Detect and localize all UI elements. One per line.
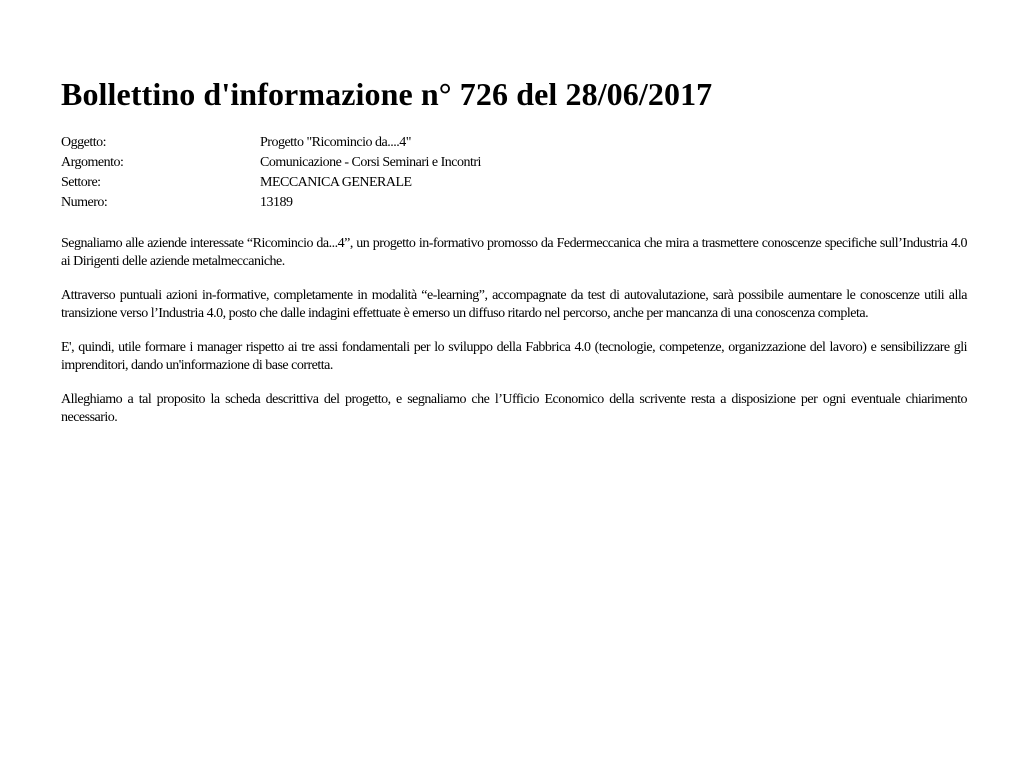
meta-value: Progetto "Ricomincio da....4" [260, 135, 411, 150]
body-paragraph: E', quindi, utile formare i manager rispetto ai tre assi fondamentali per lo sviluppo della Fabbrica 4.0 (tecnologie, competenze, organizzazione del lavoro) e sensibilizzare gli imprenditori, dando un'informazione di base corretta. [61, 340, 967, 373]
meta-value: Comunicazione - Corsi Seminari e Incontri [260, 155, 481, 170]
meta-label: Argomento: [61, 155, 124, 170]
meta-label: Numero: [61, 195, 108, 210]
meta-value: 13189 [260, 195, 293, 210]
page-title: Bollettino d'informazione n° 726 del 28/06/2017 [61, 76, 713, 112]
bulletin-document [61, 72, 967, 443]
meta-row-numero [61, 193, 967, 213]
body-paragraph: Segnaliamo alle aziende interessate “Ricomincio da...4”, un progetto in-formativo promosso da Federmeccanica che mira a trasmettere conoscenze specifiche sull’Industria 4.0 ai Dirigenti delle aziende metalmeccaniche. [61, 236, 967, 269]
bulletin-body [61, 235, 967, 427]
metadata-table [61, 133, 967, 213]
meta-row-oggetto [61, 133, 967, 153]
meta-label: Oggetto: [61, 135, 106, 150]
body-paragraph: Alleghiamo a tal proposito la scheda descrittiva del progetto, e segnaliamo che l’Ufficio Economico della scrivente resta a disposizione per ogni eventuale chiarimento necessario. [61, 392, 967, 425]
body-paragraph: Attraverso puntuali azioni in-formative, completamente in modalità “e-learning”, accompagnate da test di autovalutazione, sarà possibile aumentare le conoscenze utili alla transizione verso l’Industria 4.0, posto che dalle indagini effettuate è emerso un diffuso ritardo nel percorso, anche per mancanza di una conoscenza completa. [61, 288, 967, 321]
meta-label: Settore: [61, 175, 101, 190]
meta-row-argomento [61, 153, 967, 173]
meta-value: MECCANICA GENERALE [260, 175, 412, 190]
meta-row-settore [61, 173, 967, 193]
